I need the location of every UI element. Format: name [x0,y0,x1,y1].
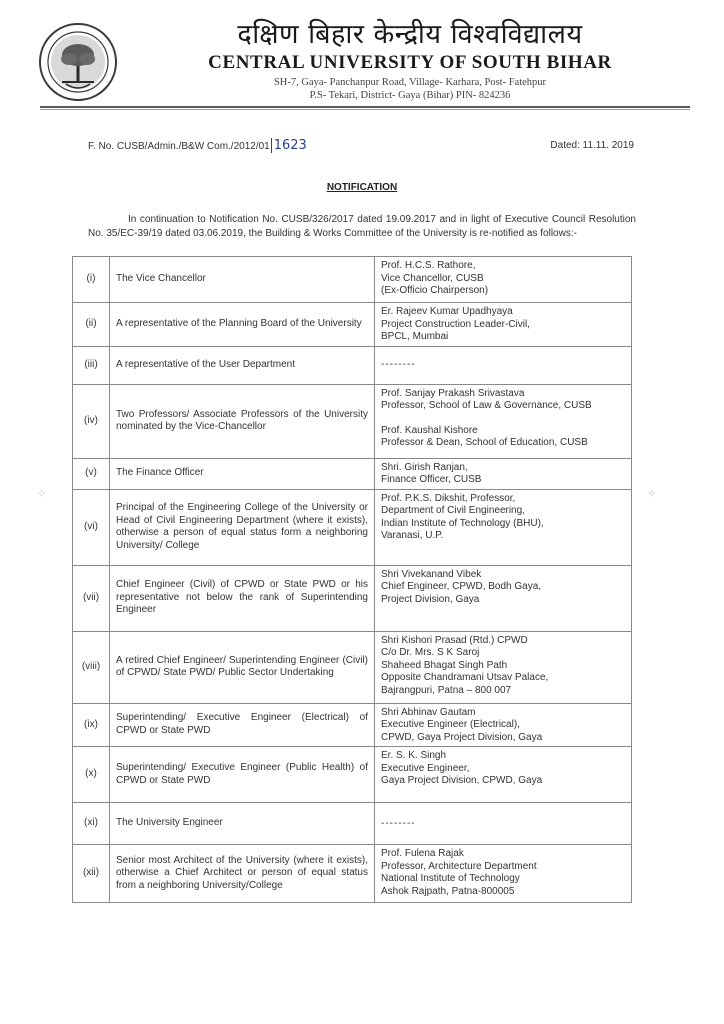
serial-number: (ix) [73,703,110,747]
table-row [73,303,632,347]
member-designation: Principal of the Engineering College of the University or Head of Civil Engineering Department (where it exists), otherwise a person of equal status form a neighboring University/ College [110,489,375,565]
nominee-line: Prof. P.K.S. Dikshit, Professor, [381,492,516,504]
address-line-2: P.S- Tekari, District- Gaya (Bihar) PIN- 824236 [309,90,511,101]
nominee-line: Prof. Fulena Rajak [381,848,464,859]
nominee-line: (Ex-Officio Chairperson) [381,285,489,296]
notification-heading: NOTIFICATION [326,182,398,193]
serial-number: (vi) [73,489,110,565]
nominee-line: Shri. Girish Ranjan, [381,461,468,473]
committee-members-table [72,256,632,903]
table-row [73,803,632,845]
nominee-line: National Institute of Technology [381,873,520,884]
member-designation: The Vice Chancellor [110,257,375,303]
nominee-line: Prof. Kaushal Kishore [381,424,478,436]
nominee-line: Shaheed Bhagat Singh Path [381,659,508,671]
nominee-line: Ashok Rajpath, Patna-800005 [381,885,515,897]
nominee-line: BPCL, Mumbai [381,331,449,342]
nominee-line: C/o Dr. Mrs. S K Saroj [381,647,480,658]
nominee-line: CPWD, Gaya Project Division, Gaya [381,731,543,743]
nominee-line: Indian Institute of Technology (BHU), [381,517,544,529]
serial-number: (x) [73,747,110,803]
member-nominee [375,803,632,845]
nominee-line: Finance Officer, CUSB [381,474,482,485]
letterhead-divider [40,106,690,110]
member-nominee [375,747,632,803]
table-row [73,565,632,631]
serial-number: (v) [73,458,110,489]
university-seal-icon [38,22,118,102]
table-row [73,845,632,903]
nominee-line: Shri Kishori Prasad (Rtd.) CPWD [381,634,528,646]
nominee-line: Project Division, Gaya [381,593,480,605]
serial-number: (viii) [73,631,110,703]
nominee-line: Er. S. K. Singh [381,750,447,761]
handwritten-number: 1623 [271,138,307,153]
member-designation: Senior most Architect of the University (where it exists), otherwise a Chief Architect or person of equal status from a neighboring University/College [110,845,375,903]
nominee-line: Prof. H.C.S. Rathore, [381,260,476,271]
nominee-line: Professor, School of Law & Governance, CUSB [381,400,592,411]
table-row [73,346,632,384]
member-nominee [375,631,632,703]
intro-text: In continuation to Notification No. CUSB/326/2017 dated 19.09.2017 and in light of Executive Council Resolution No. 35/EC-39/19 dated 03.06.2019, the Building & Works Committee of the University is re-notified as follows:- [88,214,636,239]
file-number: F. No. CUSB/Admin./B&W Com./2012/01 [88,141,270,152]
serial-number: (iii) [73,346,110,384]
table-row [73,458,632,489]
nominee-line: -------- [381,359,416,371]
nominee-line: Vice Chancellor, CUSB [381,272,484,284]
member-designation: The Finance Officer [110,458,375,489]
nominee-line: Er. Rajeev Kumar Upadhyaya [381,306,513,317]
file-reference [88,138,307,153]
nominee-line: Department of Civil Engineering, [381,505,525,516]
member-nominee [375,703,632,747]
notification-date: Dated: 11.11. 2019 [550,140,634,151]
nominee-line: Gaya Project Division, CPWD, Gaya [381,775,543,786]
table-row [73,703,632,747]
table-row [73,384,632,458]
intro-paragraph [88,213,636,241]
member-designation: A representative of the User Department [110,346,375,384]
member-nominee [375,458,632,489]
nominee-line: Shri Abhinav Gautam [381,706,476,718]
member-designation: Superintending/ Executive Engineer (Electrical) of CPWD or State PWD [110,703,375,747]
member-nominee [375,346,632,384]
university-name-hindi: दक्षिण बिहार केन्द्रीय विश्वविद्यालय [237,19,583,50]
member-designation: The University Engineer [110,803,375,845]
member-designation: Superintending/ Executive Engineer (Public Health) of CPWD or State PWD [110,747,375,803]
nominee-line: -------- [381,817,416,829]
nominee-line: Professor & Dean, School of Education, CUSB [381,437,588,448]
serial-number: (iv) [73,384,110,458]
member-nominee [375,384,632,458]
nominee-line: Project Construction Leader-Civil, [381,318,530,330]
member-nominee [375,845,632,903]
nominee-line: Opposite Chandramani Utsav Palace, [381,672,549,683]
nominee-line: Professor, Architecture Department [381,860,537,872]
table-row [73,747,632,803]
serial-number: (i) [73,257,110,303]
address-line-1: SH-7, Gaya- Panchanpur Road, Village- Karhara, Post- Fatehpur [273,77,547,88]
nominee-line: Prof. Sanjay Prakash Srivastava [381,387,525,399]
margin-mark: ⊹ [38,488,46,498]
nominee-line: Executive Engineer, [381,762,470,774]
serial-number: (xi) [73,803,110,845]
member-nominee [375,489,632,565]
nominee-line: Chief Engineer, CPWD, Bodh Gaya, [381,581,542,592]
nominee-line: Executive Engineer (Electrical), [381,719,520,730]
member-designation: A representative of the Planning Board of the University [110,303,375,347]
member-designation: Two Professors/ Associate Professors of the University nominated by the Vice-Chancellor [110,384,375,458]
member-designation: Chief Engineer (Civil) of CPWD or State PWD or his representative not below the rank of Superintending Engineer [110,565,375,631]
member-nominee [375,565,632,631]
serial-number: (xii) [73,845,110,903]
nominee-line: Varanasi, U.P. [381,530,444,541]
table-row [73,489,632,565]
nominee-line: Bajrangpuri, Patna – 800 007 [381,684,512,696]
table-row [73,631,632,703]
table-row [73,257,632,303]
nominee-line: Shri Vivekanand Vibek [381,568,482,580]
serial-number: (ii) [73,303,110,347]
university-name-english: CENTRAL UNIVERSITY OF SOUTH BIHAR [208,52,612,73]
serial-number: (vii) [73,565,110,631]
member-nominee [375,303,632,347]
member-nominee [375,257,632,303]
margin-mark: ⊹ [648,488,656,498]
line-gap [381,413,625,425]
member-designation: A retired Chief Engineer/ Superintending Engineer (Civil) of CPWD/ State PWD/ Public Sector Undertaking [110,631,375,703]
